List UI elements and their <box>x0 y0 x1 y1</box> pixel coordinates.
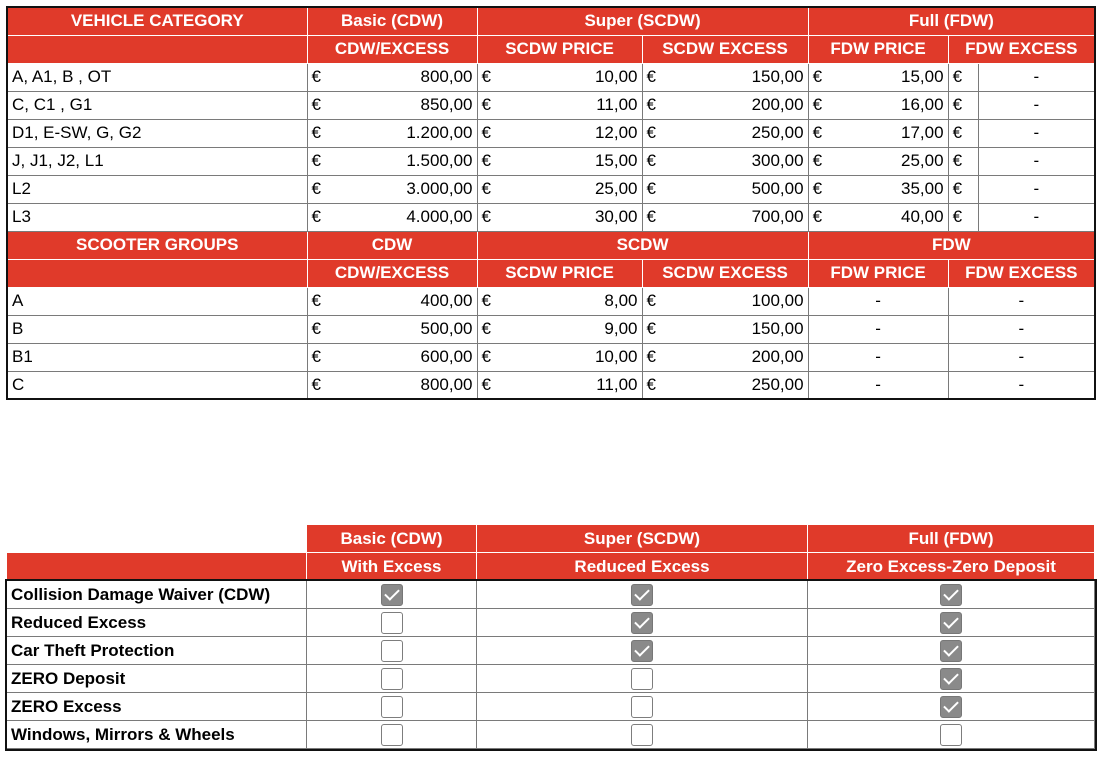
checkbox-cell <box>808 637 1095 665</box>
currency-symbol: € <box>808 119 838 147</box>
fdw-price-cell: 17,00 <box>838 119 948 147</box>
scdw-excess-cell: 250,00 <box>672 119 808 147</box>
currency-symbol: € <box>477 119 507 147</box>
checkbox-cell <box>307 637 477 665</box>
currency-symbol: € <box>307 343 337 371</box>
scdw-price-cell: 25,00 <box>507 175 642 203</box>
vehicle-rows <box>7 63 1095 231</box>
plan-super-name: Super (SCDW) <box>477 525 808 553</box>
checked-checkbox-icon <box>940 668 962 690</box>
currency-symbol: € <box>477 371 507 399</box>
vehicle-category-header: VEHICLE CATEGORY <box>7 7 307 35</box>
scooter-fdw-price-header: FDW PRICE <box>808 259 948 287</box>
currency-symbol: € <box>642 203 672 231</box>
category-cell: B <box>7 315 307 343</box>
plan-basic-sub: With Excess <box>307 553 477 581</box>
currency-symbol: € <box>477 147 507 175</box>
cdw-cell: 400,00 <box>337 287 477 315</box>
checkbox-cell <box>808 665 1095 693</box>
category-cell: C, C1 , G1 <box>7 91 307 119</box>
scooter-scdw-excess-header: SCDW EXCESS <box>642 259 808 287</box>
currency-symbol: € <box>477 91 507 119</box>
checkbox-cell <box>307 665 477 693</box>
currency-symbol: € <box>642 315 672 343</box>
feature-row <box>7 637 1095 665</box>
currency-symbol: € <box>307 119 337 147</box>
currency-symbol: € <box>307 287 337 315</box>
checkbox-cell <box>307 609 477 637</box>
scdw-excess-cell: 250,00 <box>672 371 808 399</box>
scdw-price-cell: 30,00 <box>507 203 642 231</box>
table-row <box>7 203 1095 231</box>
blank-corner <box>7 525 307 553</box>
header-spacer <box>7 259 307 287</box>
table-row <box>7 63 1095 91</box>
unchecked-checkbox-icon <box>631 724 653 746</box>
currency-symbol: € <box>808 91 838 119</box>
currency-symbol: € <box>642 147 672 175</box>
currency-symbol: € <box>307 203 337 231</box>
feature-row <box>7 721 1095 749</box>
checked-checkbox-icon <box>940 696 962 718</box>
checkbox-cell <box>808 609 1095 637</box>
category-cell: A, A1, B , OT <box>7 63 307 91</box>
plan-basic-name: Basic (CDW) <box>307 525 477 553</box>
cdw-excess-header: CDW/EXCESS <box>307 35 477 63</box>
header-spacer <box>7 553 307 581</box>
currency-symbol: € <box>642 119 672 147</box>
checked-checkbox-icon <box>631 584 653 606</box>
feature-label: Car Theft Protection <box>7 637 307 665</box>
plan-super-sub: Reduced Excess <box>477 553 808 581</box>
cdw-cell: 3.000,00 <box>337 175 477 203</box>
super-header: Super (SCDW) <box>477 7 808 35</box>
fdw-price-cell: - <box>808 315 948 343</box>
feature-label: Windows, Mirrors & Wheels <box>7 721 307 749</box>
fdw-excess-cell: - <box>948 343 1095 371</box>
scooter-scdw-price-header: SCDW PRICE <box>477 259 642 287</box>
currency-symbol: € <box>948 63 978 91</box>
checked-checkbox-icon <box>631 612 653 634</box>
feature-label: ZERO Deposit <box>7 665 307 693</box>
unchecked-checkbox-icon <box>381 612 403 634</box>
currency-symbol: € <box>477 63 507 91</box>
cdw-cell: 600,00 <box>337 343 477 371</box>
checkbox-cell <box>477 721 808 749</box>
table-row <box>7 343 1095 371</box>
scdw-excess-cell: 700,00 <box>672 203 808 231</box>
scdw-price-cell: 10,00 <box>507 343 642 371</box>
fdw-excess-cell: - <box>978 147 1095 175</box>
scdw-price-cell: 15,00 <box>507 147 642 175</box>
table-row <box>7 147 1095 175</box>
fdw-excess-cell: - <box>978 203 1095 231</box>
feature-row <box>7 665 1095 693</box>
unchecked-checkbox-icon <box>381 724 403 746</box>
table-row <box>7 91 1095 119</box>
scooter-cdw-header: CDW <box>307 231 477 259</box>
category-cell: A <box>7 287 307 315</box>
checkbox-cell <box>307 581 477 609</box>
currency-symbol: € <box>948 175 978 203</box>
feature-row <box>7 693 1095 721</box>
fdw-excess-cell: - <box>948 371 1095 399</box>
checkbox-cell <box>477 693 808 721</box>
currency-symbol: € <box>808 147 838 175</box>
currency-symbol: € <box>642 91 672 119</box>
currency-symbol: € <box>307 91 337 119</box>
scdw-excess-cell: 150,00 <box>672 63 808 91</box>
fdw-price-cell: 40,00 <box>838 203 948 231</box>
checkbox-cell <box>477 637 808 665</box>
fdw-price-header: FDW PRICE <box>808 35 948 63</box>
currency-symbol: € <box>307 147 337 175</box>
scdw-price-cell: 11,00 <box>507 91 642 119</box>
checked-checkbox-icon <box>381 584 403 606</box>
checkbox-cell <box>808 693 1095 721</box>
cdw-cell: 4.000,00 <box>337 203 477 231</box>
scooter-cdw-excess-header: CDW/EXCESS <box>307 259 477 287</box>
scdw-excess-header: SCDW EXCESS <box>642 35 808 63</box>
currency-symbol: € <box>948 203 978 231</box>
basic-header: Basic (CDW) <box>307 7 477 35</box>
category-cell: D1, E-SW, G, G2 <box>7 119 307 147</box>
category-cell: L3 <box>7 203 307 231</box>
cdw-cell: 500,00 <box>337 315 477 343</box>
checked-checkbox-icon <box>940 640 962 662</box>
checked-checkbox-icon <box>940 584 962 606</box>
fdw-price-cell: - <box>808 287 948 315</box>
scdw-excess-cell: 200,00 <box>672 91 808 119</box>
unchecked-checkbox-icon <box>381 668 403 690</box>
checkbox-cell <box>808 721 1095 749</box>
currency-symbol: € <box>642 63 672 91</box>
currency-symbol: € <box>948 147 978 175</box>
coverage-comparison-table <box>6 524 1095 749</box>
plan-full-sub: Zero Excess-Zero Deposit <box>808 553 1095 581</box>
fdw-price-cell: - <box>808 343 948 371</box>
feature-label: Reduced Excess <box>7 609 307 637</box>
currency-symbol: € <box>642 371 672 399</box>
currency-symbol: € <box>808 63 838 91</box>
feature-row <box>7 581 1095 609</box>
scdw-price-header: SCDW PRICE <box>477 35 642 63</box>
currency-symbol: € <box>477 203 507 231</box>
table-row <box>7 371 1095 399</box>
checkbox-cell <box>477 609 808 637</box>
unchecked-checkbox-icon <box>631 668 653 690</box>
currency-symbol: € <box>477 343 507 371</box>
unchecked-checkbox-icon <box>381 696 403 718</box>
currency-symbol: € <box>808 175 838 203</box>
scdw-price-cell: 12,00 <box>507 119 642 147</box>
fdw-excess-cell: - <box>948 315 1095 343</box>
currency-symbol: € <box>948 119 978 147</box>
unchecked-checkbox-icon <box>381 640 403 662</box>
scdw-excess-cell: 200,00 <box>672 343 808 371</box>
scdw-excess-cell: 100,00 <box>672 287 808 315</box>
cdw-cell: 800,00 <box>337 63 477 91</box>
table-row <box>7 315 1095 343</box>
cdw-cell: 1.500,00 <box>337 147 477 175</box>
currency-symbol: € <box>642 175 672 203</box>
checked-checkbox-icon <box>631 640 653 662</box>
checkbox-cell <box>307 693 477 721</box>
currency-symbol: € <box>307 371 337 399</box>
fdw-excess-cell: - <box>978 63 1095 91</box>
currency-symbol: € <box>642 287 672 315</box>
fdw-excess-cell: - <box>978 119 1095 147</box>
checkbox-cell <box>307 721 477 749</box>
scdw-price-cell: 8,00 <box>507 287 642 315</box>
scooter-groups-header: SCOOTER GROUPS <box>7 231 307 259</box>
category-cell: C <box>7 371 307 399</box>
feature-label: ZERO Excess <box>7 693 307 721</box>
scdw-excess-cell: 300,00 <box>672 147 808 175</box>
scdw-price-cell: 9,00 <box>507 315 642 343</box>
fdw-excess-cell: - <box>978 91 1095 119</box>
checkbox-cell <box>477 581 808 609</box>
scooter-rows <box>7 287 1095 399</box>
cdw-cell: 800,00 <box>337 371 477 399</box>
cdw-cell: 850,00 <box>337 91 477 119</box>
scdw-price-cell: 11,00 <box>507 371 642 399</box>
fdw-price-cell: 35,00 <box>838 175 948 203</box>
fdw-excess-cell: - <box>978 175 1095 203</box>
unchecked-checkbox-icon <box>631 696 653 718</box>
category-cell: L2 <box>7 175 307 203</box>
unchecked-checkbox-icon <box>940 724 962 746</box>
table-row <box>7 119 1095 147</box>
fdw-price-cell: - <box>808 371 948 399</box>
feature-row <box>7 609 1095 637</box>
currency-symbol: € <box>477 315 507 343</box>
category-cell: J, J1, J2, L1 <box>7 147 307 175</box>
category-cell: B1 <box>7 343 307 371</box>
currency-symbol: € <box>477 175 507 203</box>
scdw-excess-cell: 150,00 <box>672 315 808 343</box>
currency-symbol: € <box>307 175 337 203</box>
fdw-excess-cell: - <box>948 287 1095 315</box>
scooter-scdw-header: SCDW <box>477 231 808 259</box>
currency-symbol: € <box>642 343 672 371</box>
currency-symbol: € <box>307 63 337 91</box>
scooter-fdw-excess-header: FDW EXCESS <box>948 259 1095 287</box>
currency-symbol: € <box>477 287 507 315</box>
table-row <box>7 175 1095 203</box>
fdw-price-cell: 25,00 <box>838 147 948 175</box>
fdw-price-cell: 15,00 <box>838 63 948 91</box>
full-header: Full (FDW) <box>808 7 1095 35</box>
currency-symbol: € <box>808 203 838 231</box>
scooter-fdw-header: FDW <box>808 231 1095 259</box>
feature-label: Collision Damage Waiver (CDW) <box>7 581 307 609</box>
insurance-price-table <box>6 6 1096 400</box>
header-spacer <box>7 35 307 63</box>
currency-symbol: € <box>307 315 337 343</box>
currency-symbol: € <box>948 91 978 119</box>
scdw-price-cell: 10,00 <box>507 63 642 91</box>
checked-checkbox-icon <box>940 612 962 634</box>
checkbox-cell <box>808 581 1095 609</box>
feature-rows <box>7 581 1095 749</box>
scdw-excess-cell: 500,00 <box>672 175 808 203</box>
checkbox-cell <box>477 665 808 693</box>
cdw-cell: 1.200,00 <box>337 119 477 147</box>
fdw-price-cell: 16,00 <box>838 91 948 119</box>
fdw-excess-header: FDW EXCESS <box>948 35 1095 63</box>
plan-full-name: Full (FDW) <box>808 525 1095 553</box>
table-row <box>7 287 1095 315</box>
